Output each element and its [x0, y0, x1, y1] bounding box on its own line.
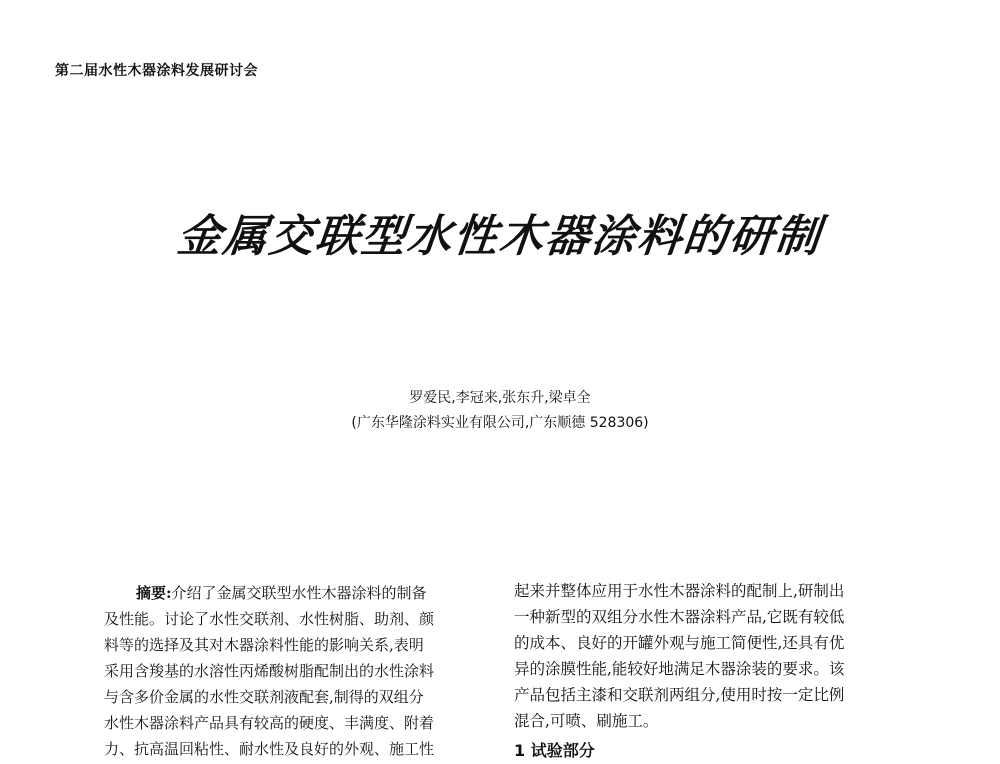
abstract-line: 力、抗高温回粘性、耐水性及良好的外观、施工性 — [104, 740, 435, 758]
body-line: 一种新型的双组分水性木器涂料产品,它既有较低 — [514, 608, 845, 626]
paper-title: 金属交联型水性木器涂料的研制 — [174, 211, 825, 262]
paper-authors: 罗爱民,李冠来,张东升,梁卓全 — [409, 390, 591, 406]
paper-affiliation: (广东华隆涂料实业有限公司,广东顺德 528306) — [351, 415, 649, 431]
body-line: 起来并整体应用于水性木器涂料的配制上,研制出 — [514, 582, 845, 600]
abstract-line: 与含多价金属的水性交联剂液配套,制得的双组分 — [104, 688, 424, 706]
abstract-line: 水性木器涂料产品具有较高的硬度、丰满度、附着 — [104, 714, 435, 732]
abstract-line: 料等的选择及其对木器涂料性能的影响关系,表明 — [104, 636, 424, 654]
abstract-line: 及性能。讨论了水性交联剂、水性树脂、助剂、颜 — [104, 610, 435, 628]
conference-header: 第二届水性木器涂料发展研讨会 — [55, 63, 258, 79]
body-line: 的成本、良好的开罐外观与施工简便性,还具有优 — [514, 634, 845, 652]
body-line: 异的涂膜性能,能较好地满足木器涂装的要求。该 — [514, 660, 845, 678]
section-heading: 1 试验部分 — [514, 741, 595, 760]
body-line: 产品包括主漆和交联剂两组分,使用时按一定比例 — [514, 686, 845, 704]
abstract-column — [104, 580, 484, 762]
body-line: 混合,可喷、刷施工。 — [514, 712, 659, 730]
abstract-line: 采用含羧基的水溶性丙烯酸树脂配制出的水性涂料 — [104, 662, 435, 680]
abstract-line — [104, 580, 484, 606]
abstract-text: 介绍了金属交联型水性木器涂料的制备 — [171, 584, 427, 602]
body-column — [514, 578, 894, 764]
abstract-label: 摘要: — [136, 584, 172, 602]
